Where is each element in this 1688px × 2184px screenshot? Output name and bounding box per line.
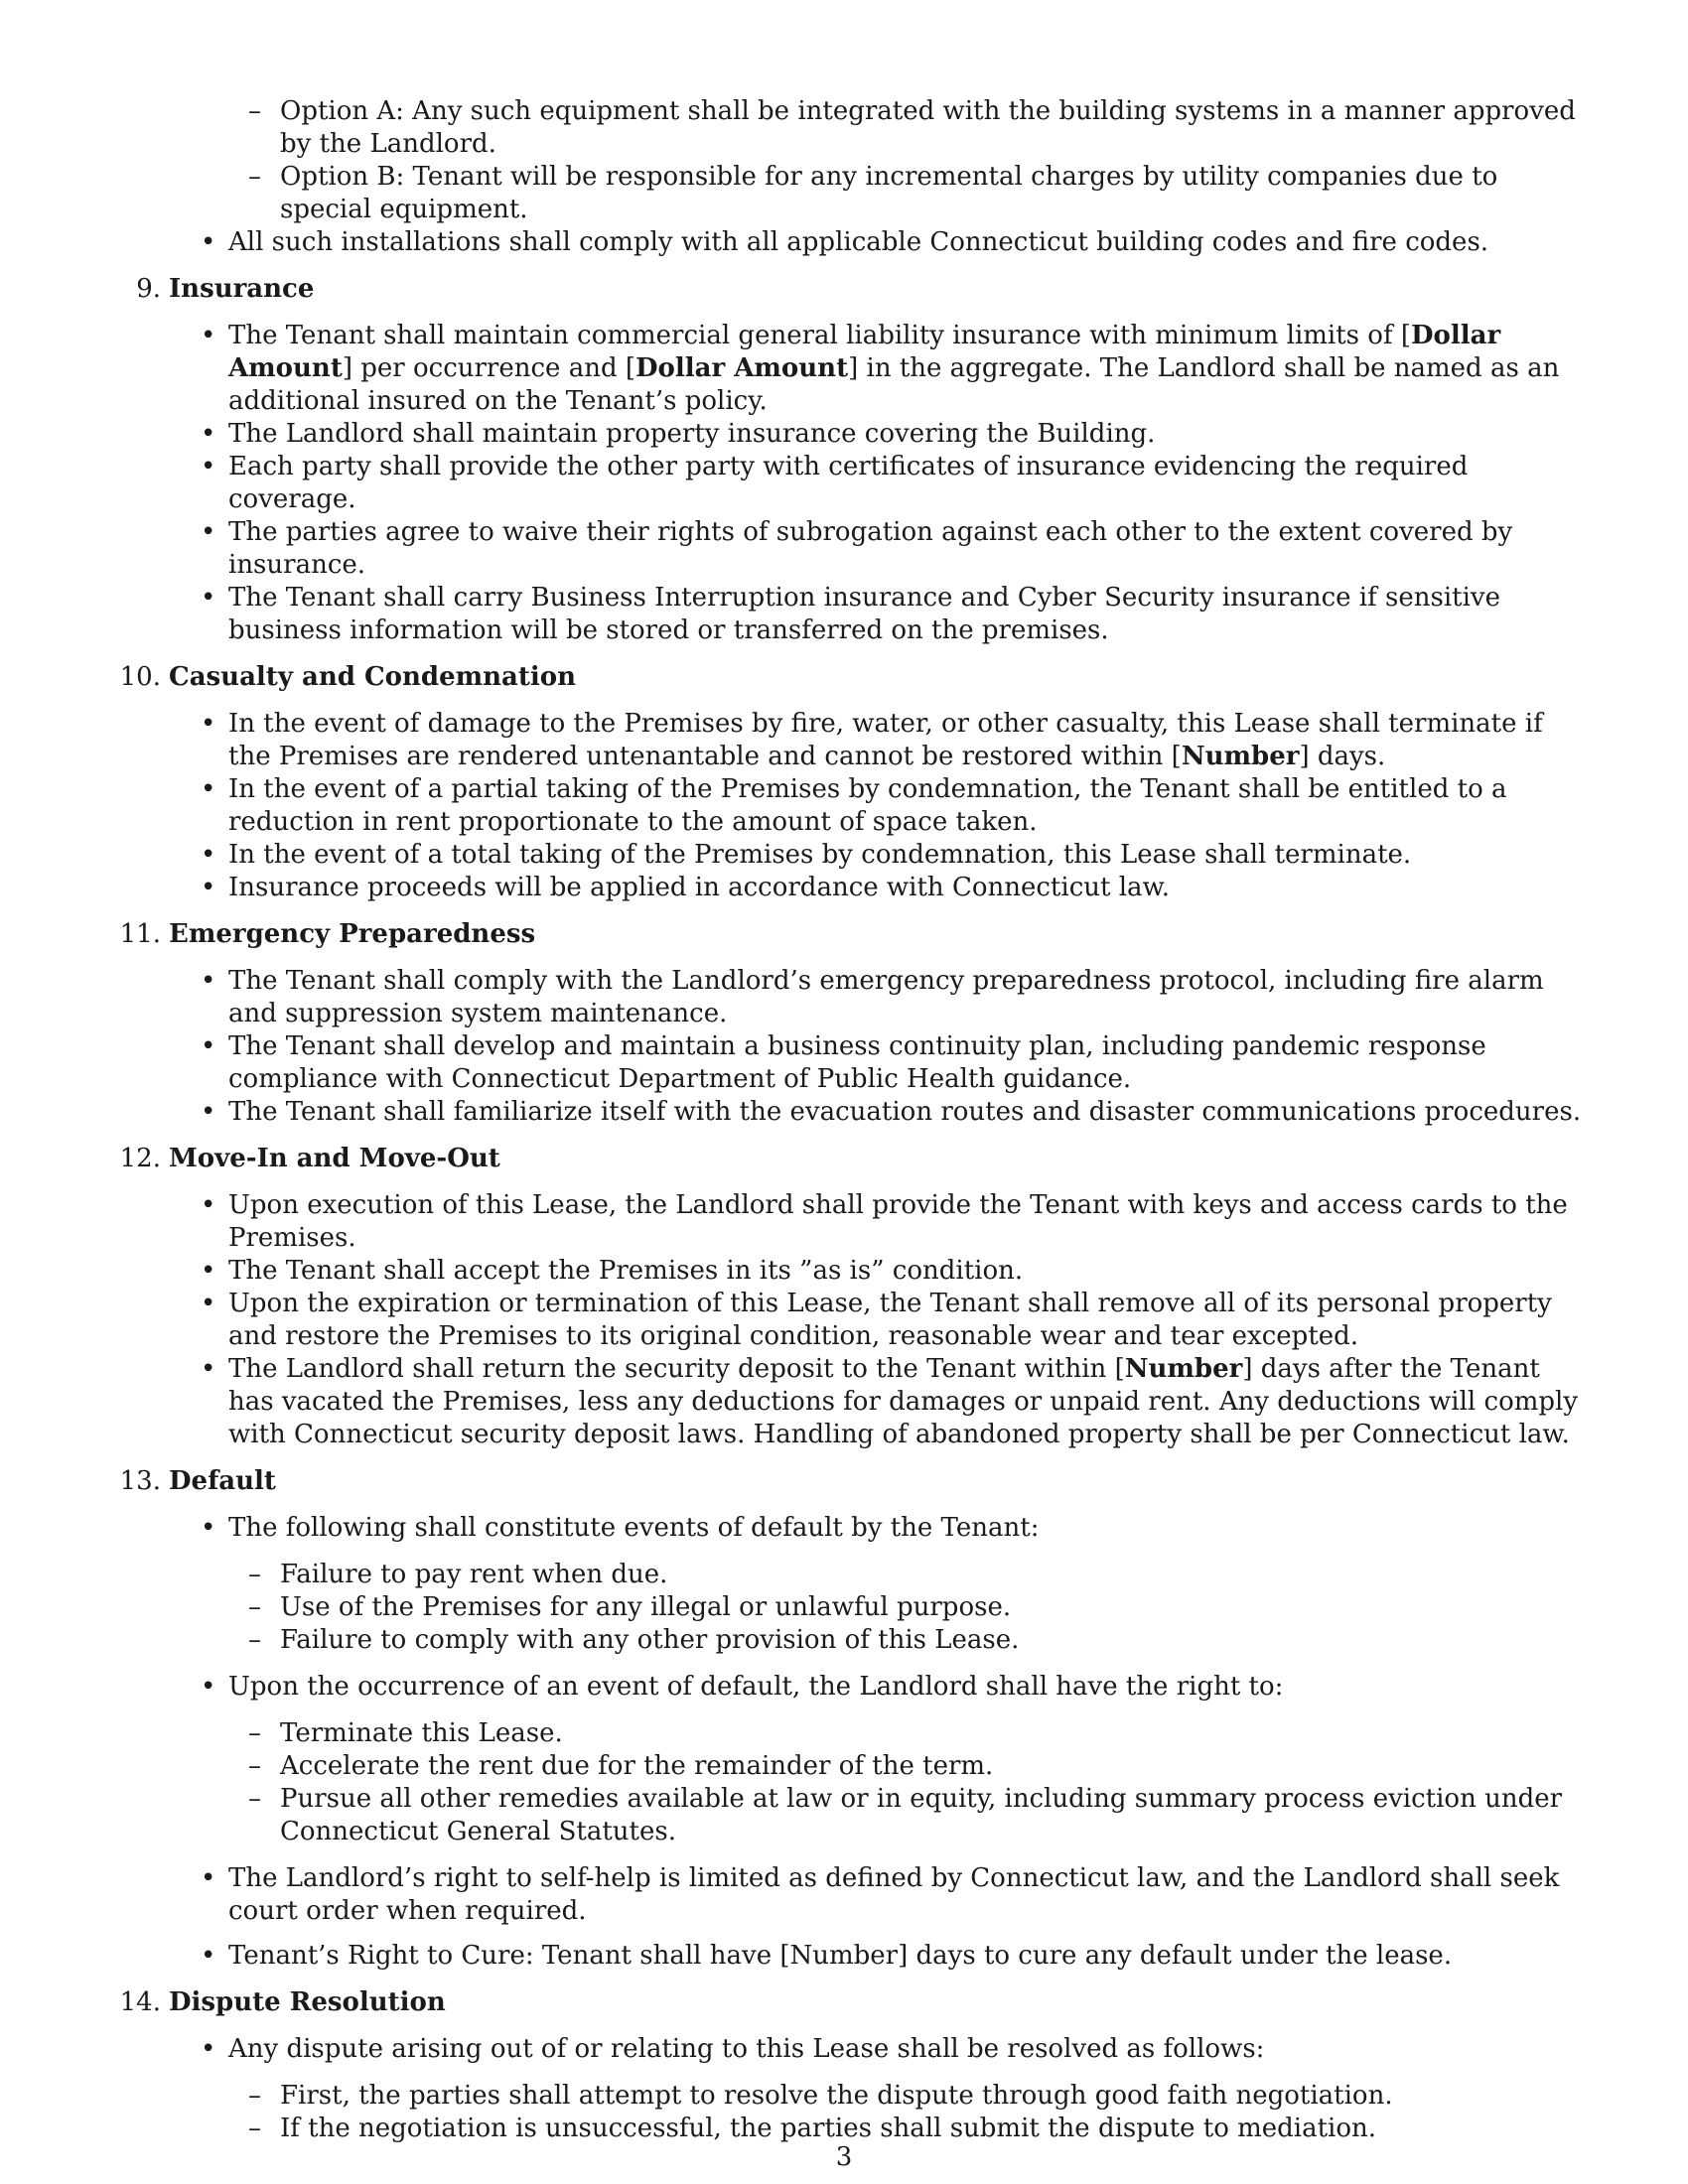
section-casualty <box>109 661 1589 904</box>
list-item: • Tenant’s Right to Cure: Tenant shall have [Number] days to cure any default under the lease. <box>109 1940 1589 1973</box>
list-item: – Failure to pay rent when due. <box>109 1559 1589 1591</box>
section-number: 9. <box>136 274 161 304</box>
section-title: Insurance <box>169 274 315 304</box>
section-title: Move-In and Move-Out <box>169 1144 500 1173</box>
list-item: • The Tenant shall accept the Premises in its ”as is” condition. <box>109 1255 1589 1288</box>
section-number: 10. <box>119 662 161 692</box>
bullet-list <box>109 1189 1589 1451</box>
bullet-list <box>109 1512 1589 1545</box>
section-heading <box>109 661 1589 694</box>
list-item: – Accelerate the rent due for the remainder of the term. <box>109 1750 1589 1783</box>
list-item: – Pursue all other remedies available at law or in equity, including summary process eviction under Connecticut General Statutes. <box>109 1783 1589 1848</box>
text-run: The Tenant shall maintain commercial general liability insurance with minimum limits of [ <box>228 321 1411 350</box>
list-item <box>109 1353 1589 1451</box>
section-number: 13. <box>119 1466 161 1496</box>
list-item <box>109 320 1589 418</box>
text-run: ] days. <box>1299 742 1386 771</box>
list-item: • In the event of a total taking of the Premises by condemnation, this Lease shall terminate. <box>109 839 1589 872</box>
bullet-list <box>109 226 1589 259</box>
text-run: The following shall constitute events of default by the Tenant: <box>228 1513 1040 1543</box>
list-item: • Upon execution of this Lease, the Landlord shall provide the Tenant with keys and access cards to the Premises. <box>109 1189 1589 1255</box>
list-item: • The Landlord shall maintain property insurance covering the Building. <box>109 418 1589 451</box>
list-item: • In the event of a partial taking of the Premises by condemnation, the Tenant shall be entitled to a reduction in rent proportionate to the amount of space taken. <box>109 773 1589 839</box>
list-item: – Option B: Tenant will be responsible for any incremental charges by utility companies due to special equipment. <box>109 161 1589 226</box>
list-item: • The Tenant shall develop and maintain a business continuity plan, including pandemic response compliance with Connecticut Department of Public Health guidance. <box>109 1030 1589 1096</box>
section-number: 14. <box>119 1987 161 2017</box>
section-heading <box>109 1465 1589 1498</box>
sub-list <box>109 1559 1589 1657</box>
list-item: • Any dispute arising out of or relating to this Lease shall be resolved as follows: <box>109 2033 1589 2066</box>
list-item: • The Tenant shall familiarize itself with the evacuation routes and disaster communications procedures. <box>109 1096 1589 1129</box>
section-title: Emergency Preparedness <box>169 919 536 949</box>
list-item: • Upon the occurrence of an event of default, the Landlord shall have the right to: <box>109 1671 1589 1704</box>
section-heading <box>109 918 1589 951</box>
placeholder-text: Dollar Amount <box>635 353 849 383</box>
option-list <box>109 95 1589 226</box>
list-item: • The Tenant shall comply with the Landlord’s emergency preparedness protocol, including fire alarm and suppression system maintenance. <box>109 965 1589 1030</box>
section-title: Casualty and Condemnation <box>169 662 577 692</box>
list-item: • Insurance proceeds will be applied in accordance with Connecticut law. <box>109 872 1589 904</box>
section-dispute-resolution <box>109 1986 1589 2145</box>
sub-list <box>109 1717 1589 1848</box>
section-heading <box>109 1986 1589 2019</box>
list-item: – Terminate this Lease. <box>109 1717 1589 1750</box>
list-item: • All such installations shall comply with all applicable Connecticut building codes and fire codes. <box>109 226 1589 259</box>
section-insurance <box>109 273 1589 647</box>
bullet-list <box>109 708 1589 904</box>
page-number: 3 <box>835 2142 853 2172</box>
list-item: • Upon the expiration or termination of this Lease, the Tenant shall remove all of its personal property and restore the Premises to its original condition, reasonable wear and tear excepted. <box>109 1288 1589 1353</box>
bullet-list <box>109 1671 1589 1704</box>
placeholder-text: Number <box>1181 742 1300 771</box>
bullet-list <box>109 965 1589 1129</box>
placeholder-text: Number <box>1124 1354 1243 1384</box>
bullet-list <box>109 320 1589 647</box>
section-default <box>109 1465 1589 1973</box>
section-title: Default <box>169 1466 276 1496</box>
sub-list <box>109 2080 1589 2145</box>
list-item: • The Landlord’s right to self-help is limited as defined by Connecticut law, and the Landlord shall seek court order when required. <box>109 1862 1589 1928</box>
section-heading <box>109 1143 1589 1175</box>
section-move-in-out <box>109 1143 1589 1451</box>
section-title: Dispute Resolution <box>169 1987 446 2017</box>
list-item: – Use of the Premises for any illegal or unlawful purpose. <box>109 1591 1589 1624</box>
bullet-list <box>109 2033 1589 2066</box>
text-run: In the event of damage to the Premises by fire, water, or other casualty, this Lease shall terminate if the Premises are rendered untenantable and cannot be restored within [ <box>228 709 1543 771</box>
list-item: – If the negotiation is unsuccessful, the parties shall submit the dispute to mediation. <box>109 2113 1589 2145</box>
list-item: • The Tenant shall carry Business Interruption insurance and Cyber Security insurance if sensitive business information will be stored or transferred on the premises. <box>109 582 1589 647</box>
text-run: ] in the aggregate. The Landlord shall be named as an additional insured on the Tenant’s policy. <box>228 353 1560 416</box>
section-number: 11. <box>119 919 161 949</box>
list-item: • Each party shall provide the other party with certificates of insurance evidencing the required coverage. <box>109 451 1589 516</box>
list-item: – First, the parties shall attempt to resolve the dispute through good faith negotiation. <box>109 2080 1589 2113</box>
bullet-list <box>109 1862 1589 1973</box>
text-run: ] per occurrence and [ <box>342 353 635 383</box>
list-item <box>109 1512 1589 1545</box>
list-item: – Option A: Any such equipment shall be integrated with the building systems in a manner approved by the Landlord. <box>109 95 1589 161</box>
list-item <box>109 708 1589 773</box>
text-run: ] days after the Tenant has vacated the Premises, less any deductions for damages or unpaid rent. Any deductions will comply with Connecticut security deposit laws. Handling of abandoned property shall be per Connecticut law. <box>228 1354 1579 1449</box>
section-number: 12. <box>119 1144 161 1173</box>
list-item: • The parties agree to waive their rights of subrogation against each other to the extent covered by insurance. <box>109 516 1589 582</box>
text-run: The Landlord shall return the security deposit to the Tenant within [ <box>228 1354 1125 1384</box>
placeholder-text: Dollar Amount <box>228 321 1501 383</box>
section-emergency <box>109 918 1589 1129</box>
section-heading <box>109 273 1589 306</box>
list-item: – Failure to comply with any other provision of this Lease. <box>109 1624 1589 1657</box>
document-body <box>109 95 1589 2159</box>
